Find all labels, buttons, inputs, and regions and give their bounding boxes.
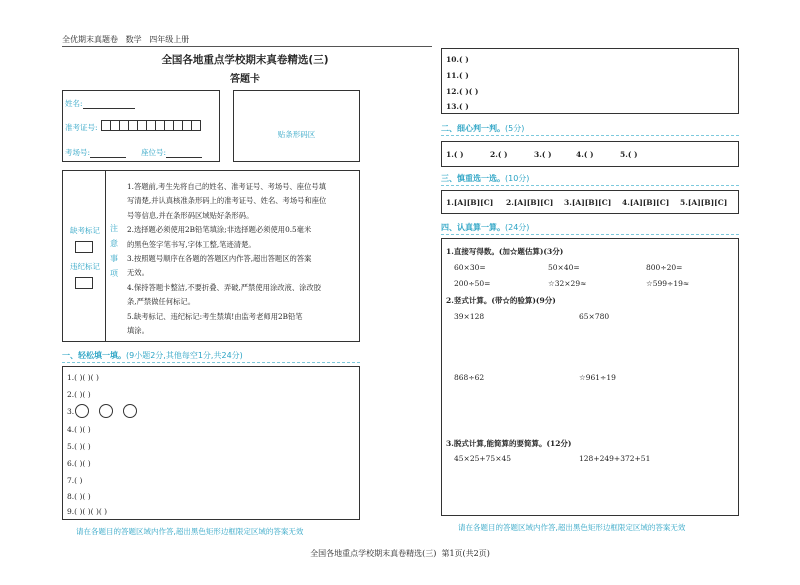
s1-row: 7.( ): [67, 476, 83, 485]
q1-item: 50×40=: [548, 263, 580, 272]
rt-row: 11.( ): [446, 71, 469, 80]
q2-item: 868÷62: [454, 373, 485, 382]
seat-label: 座位号:: [141, 148, 167, 157]
section3-title: [441, 173, 529, 184]
violation-mark-box[interactable]: [75, 277, 93, 289]
note-line: 3.按照题号顺序在各题的答题区内作答,超出答题区的答案: [127, 254, 312, 264]
s1-row: 6.( )( ): [67, 459, 91, 468]
room-field[interactable]: [65, 147, 126, 158]
section3-note: (10分): [505, 174, 530, 183]
section1-divider: [62, 362, 360, 363]
s2-item: 5.( ): [620, 150, 638, 159]
seat-field[interactable]: [141, 147, 202, 158]
note-line: 填涂。: [127, 326, 149, 336]
s1-row: 2.( )( ): [67, 390, 91, 399]
q1-item: 200÷50=: [454, 279, 491, 288]
section1-title: [62, 350, 243, 361]
rt-row: 10.( ): [446, 55, 469, 64]
exam-id-cells[interactable]: [101, 120, 200, 131]
section4-divider: [441, 234, 739, 235]
section1-answer-box[interactable]: [62, 366, 360, 520]
note-line: 2.选择题必须使用2B铅笔填涂;非选择题必须使用0.5毫米: [127, 225, 312, 235]
s1-row: 8.( )( ): [67, 492, 91, 501]
s1-row: 3.: [67, 407, 75, 416]
section4-answer-box[interactable]: [441, 238, 739, 516]
note-line: 号等信息,并在条形码区域贴好条形码。: [127, 210, 254, 220]
header-series: [62, 34, 189, 45]
note-line: 写清楚,并认真核准条形码上的准考证号、姓名、考场号和座位: [127, 196, 327, 206]
notes-side-char: 注: [110, 224, 118, 233]
s1-row: 1.( )( )( ): [67, 373, 99, 382]
section4-note: (24分): [505, 223, 530, 232]
section3-answer-box[interactable]: [441, 190, 739, 214]
instructions-box: [62, 170, 360, 342]
notes-list: [127, 180, 326, 338]
note-line: 无效。: [127, 268, 149, 278]
s3-item: 4.[A][B][C]: [622, 198, 670, 207]
q1-item: 800÷20=: [646, 263, 683, 272]
note-line: 条,严禁做任何标记。: [127, 297, 195, 307]
compare-circle[interactable]: [75, 404, 89, 418]
s2-item: 4.( ): [576, 150, 594, 159]
header-divider: [62, 46, 432, 47]
q1-item: ☆32×29≈: [548, 279, 587, 288]
section1-heading: 一、轻松填一填。: [62, 351, 126, 360]
section2-heading: 二、细心判一判。: [441, 124, 505, 133]
s3-item: 1.[A][B][C]: [446, 198, 494, 207]
note-line: 5.缺考标记、违纪标记:考生禁填!由监考老师用2B铅笔: [127, 311, 303, 321]
barcode-box: [233, 90, 360, 162]
notes-side-label: [107, 221, 121, 281]
left-notice: 请在各题目的答题区域内作答,超出黑色矩形边框限定区域的答案无效: [76, 527, 304, 536]
section4-heading: 四、认真算一算。: [441, 223, 505, 232]
q1-item: 60×30=: [454, 263, 486, 272]
s1-row: 5.( )( ): [67, 442, 91, 451]
absent-mark-box[interactable]: [75, 241, 93, 253]
absent-mark-label: 缺考标记: [70, 226, 100, 235]
s3-item: 5.[A][B][C]: [680, 198, 728, 207]
page-title: 全国各地重点学校期末真卷精选(三): [161, 54, 329, 66]
series-name: 全优期末真题卷: [62, 35, 118, 44]
section3-heading: 三、慎重选一选。: [441, 174, 505, 183]
section2-divider: [441, 135, 739, 136]
q1-title: 1.直接写得数。(加☆题估算)(3分): [446, 247, 564, 256]
exam-id-label: 准考证号:: [65, 123, 98, 132]
page-subtitle: 答题卡: [230, 74, 260, 85]
rt-row: 13.( ): [446, 102, 469, 111]
name-field[interactable]: [65, 98, 135, 109]
q2-title: 2.竖式计算。(带☆的验算)(9分): [446, 296, 556, 305]
s2-item: 2.( ): [490, 150, 508, 159]
section3-divider: [441, 185, 739, 186]
notes-side-char: 意: [110, 239, 118, 248]
section2-answer-box[interactable]: [441, 141, 739, 167]
right-top-answer-box[interactable]: [441, 48, 739, 114]
grade-name: 四年级上册: [149, 35, 190, 44]
barcode-label: 贴条形码区: [277, 130, 316, 139]
q3-item: 45×25+75×45: [454, 454, 512, 463]
note-line: 1.答题前,考生先将自己的姓名、准考证号、考场号、座位号填: [127, 182, 326, 191]
q2-item: ☆961÷19: [579, 373, 616, 382]
compare-circle[interactable]: [123, 404, 137, 418]
rt-row: 12.( )( ): [446, 87, 479, 96]
section2-title: [441, 123, 524, 134]
compare-circle[interactable]: [99, 404, 113, 418]
q2-item: 65×780: [579, 312, 610, 321]
q1-item: ☆599÷19≈: [646, 279, 690, 288]
page-footer: 全国各地重点学校期末真卷精选(三) 第1页(共2页): [310, 549, 490, 558]
q3-title: 3.脱式计算,能简算的要简算。(12分): [446, 439, 572, 448]
notes-side-char: 事: [110, 254, 118, 263]
name-label: 姓名:: [65, 99, 83, 108]
s2-item: 3.( ): [534, 150, 552, 159]
student-info-box: [62, 90, 220, 162]
s2-item: 1.( ): [446, 150, 464, 159]
subject-name: 数学: [125, 35, 142, 44]
s1-row: 4.( )( ): [67, 425, 91, 434]
s3-item: 2.[A][B][C]: [506, 198, 554, 207]
note-line: 4.保持答题卡整洁,不要折叠、弄破,严禁使用涂改液、涂改胶: [127, 282, 322, 292]
section1-note: (9小题2分,其他每空1分,共24分): [126, 351, 243, 360]
s1-row: 9.( )( )( )( ): [67, 507, 108, 516]
room-label: 考场号:: [65, 148, 91, 157]
right-notice: 请在各题目的答题区域内作答,超出黑色矩形边框限定区域的答案无效: [458, 523, 686, 532]
q3-item: 128+249+372+51: [579, 454, 651, 463]
section4-title: [441, 222, 529, 233]
notes-side-char: 项: [110, 269, 118, 278]
violation-mark-label: 违纪标记: [70, 262, 100, 271]
note-line: 的黑色签字笔书写,字体工整,笔迹清楚。: [127, 239, 256, 249]
q2-item: 39×128: [454, 312, 485, 321]
section2-note: (5分): [505, 124, 525, 133]
s3-item: 3.[A][B][C]: [564, 198, 612, 207]
